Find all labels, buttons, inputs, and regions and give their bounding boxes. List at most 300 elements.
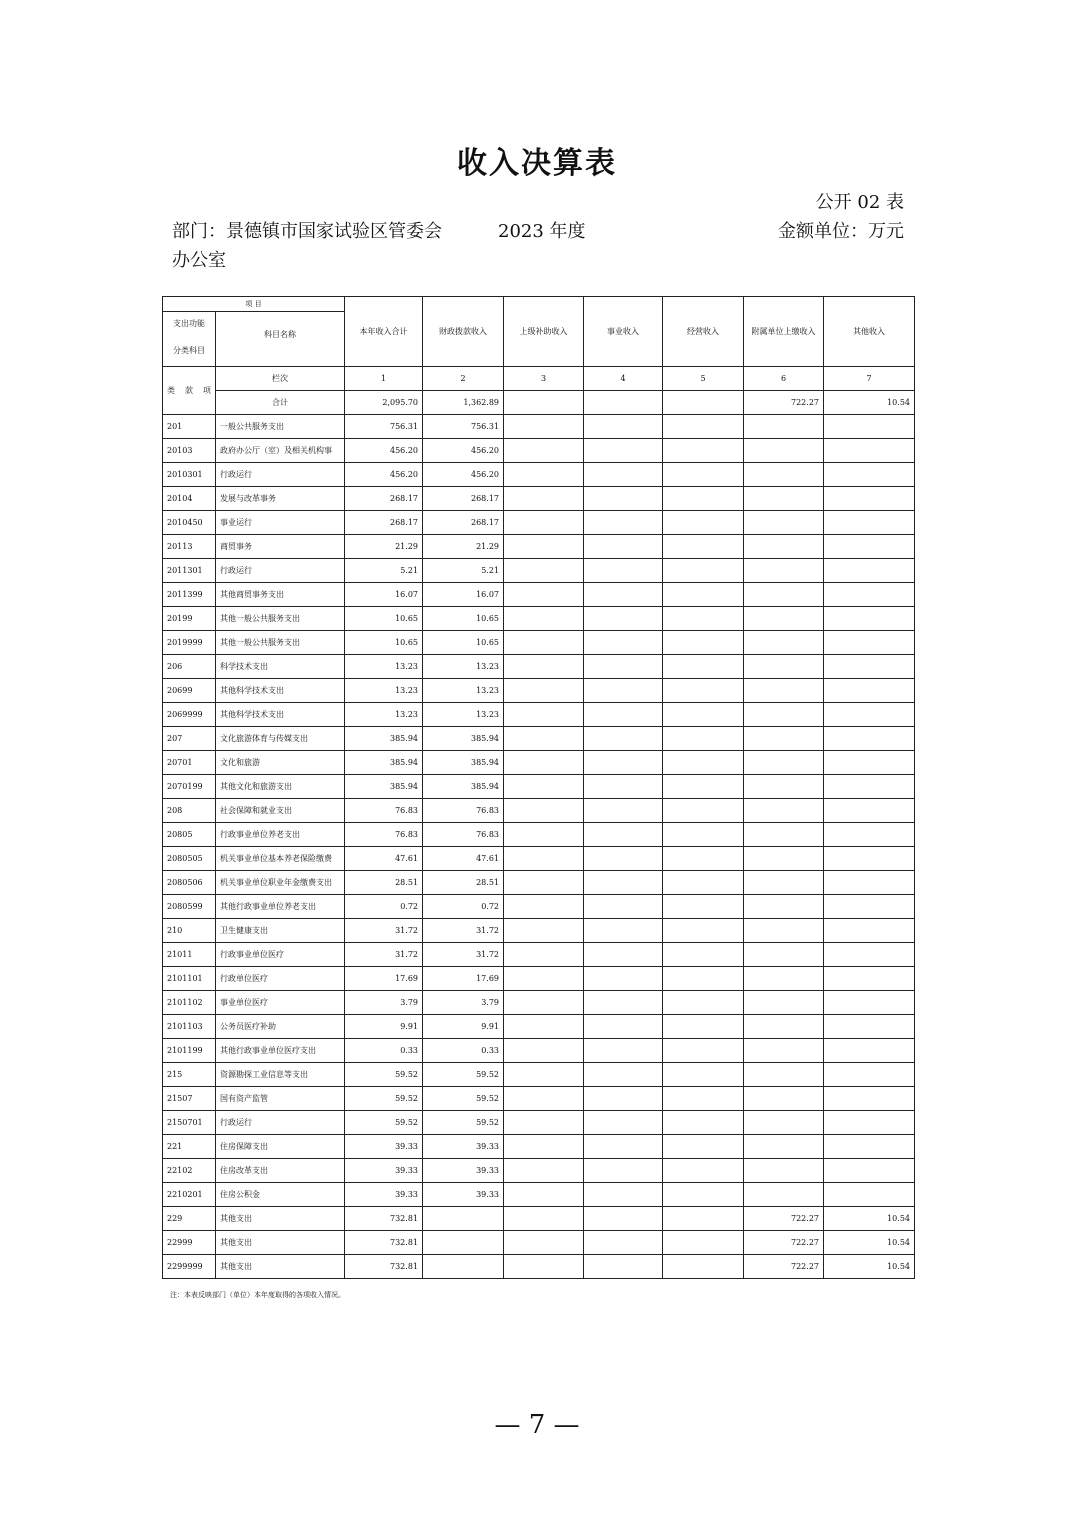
amount-unit: 金额单位：万元 [778, 221, 904, 242]
row-name: 行政运行 [216, 1111, 345, 1135]
row-other-income [824, 1015, 915, 1039]
row-other-income [824, 559, 915, 583]
total-c2: 1,362.89 [423, 391, 504, 415]
row-operating-income [663, 1015, 744, 1039]
row-affiliate-income [744, 1159, 824, 1183]
row-name: 商贸事务 [216, 535, 345, 559]
row-total-income: 268.17 [345, 487, 423, 511]
row-operating-income [663, 655, 744, 679]
row-name: 卫生健康支出 [216, 919, 345, 943]
row-affiliate-income [744, 655, 824, 679]
row-business-income [584, 919, 663, 943]
row-business-income [584, 631, 663, 655]
row-superior-subsidy [504, 1255, 584, 1279]
row-superior-subsidy [504, 967, 584, 991]
header-col-1: 本年收入合计 [345, 297, 423, 367]
row-name: 其他文化和旅游支出 [216, 775, 345, 799]
row-fiscal-income: 385.94 [423, 727, 504, 751]
row-total-income: 732.81 [345, 1207, 423, 1231]
row-superior-subsidy [504, 847, 584, 871]
row-total-income: 21.29 [345, 535, 423, 559]
footnote: 注：本表反映部门（单位）本年度取得的各项收入情况。 [170, 1291, 345, 1299]
row-affiliate-income [744, 559, 824, 583]
row-superior-subsidy [504, 415, 584, 439]
table-row [163, 1015, 915, 1039]
header-col-6: 附属单位上缴收入 [744, 297, 824, 367]
row-code: 22102 [163, 1159, 216, 1183]
row-code: 2070199 [163, 775, 216, 799]
row-code: 2101102 [163, 991, 216, 1015]
row-operating-income [663, 943, 744, 967]
row-other-income [824, 1039, 915, 1063]
row-operating-income [663, 1063, 744, 1087]
row-code: 20805 [163, 823, 216, 847]
row-code: 22999 [163, 1231, 216, 1255]
row-code: 21011 [163, 943, 216, 967]
row-code: 20113 [163, 535, 216, 559]
header-cat-class: 类 [167, 386, 175, 395]
row-other-income [824, 679, 915, 703]
row-business-income [584, 607, 663, 631]
row-operating-income [663, 439, 744, 463]
table-row [163, 439, 915, 463]
row-affiliate-income [744, 991, 824, 1015]
row-fiscal-income: 13.23 [423, 655, 504, 679]
row-other-income [824, 463, 915, 487]
row-business-income [584, 655, 663, 679]
row-name: 住房保障支出 [216, 1135, 345, 1159]
row-superior-subsidy [504, 535, 584, 559]
row-other-income [824, 775, 915, 799]
row-business-income [584, 967, 663, 991]
row-fiscal-income [423, 1255, 504, 1279]
row-affiliate-income: 722.27 [744, 1255, 824, 1279]
row-other-income [824, 727, 915, 751]
row-operating-income [663, 463, 744, 487]
row-other-income: 10.54 [824, 1207, 915, 1231]
row-operating-income [663, 1183, 744, 1207]
table-row [163, 991, 915, 1015]
row-total-income: 385.94 [345, 775, 423, 799]
row-other-income [824, 487, 915, 511]
row-fiscal-income: 21.29 [423, 535, 504, 559]
row-total-income: 39.33 [345, 1135, 423, 1159]
col-num-1: 1 [345, 367, 423, 391]
row-operating-income [663, 559, 744, 583]
row-operating-income [663, 1231, 744, 1255]
row-affiliate-income [744, 775, 824, 799]
row-superior-subsidy [504, 1111, 584, 1135]
row-total-income: 76.83 [345, 823, 423, 847]
row-fiscal-income: 59.52 [423, 1063, 504, 1087]
row-superior-subsidy [504, 1159, 584, 1183]
row-business-income [584, 1039, 663, 1063]
table-row [163, 655, 915, 679]
col-num-6: 6 [744, 367, 824, 391]
row-affiliate-income [744, 967, 824, 991]
row-superior-subsidy [504, 679, 584, 703]
row-fiscal-income: 0.33 [423, 1039, 504, 1063]
row-business-income [584, 775, 663, 799]
row-code: 20699 [163, 679, 216, 703]
table-row [163, 463, 915, 487]
row-other-income [824, 919, 915, 943]
row-total-income: 0.33 [345, 1039, 423, 1063]
row-name: 其他商贸事务支出 [216, 583, 345, 607]
row-name: 行政运行 [216, 559, 345, 583]
row-operating-income [663, 775, 744, 799]
row-superior-subsidy [504, 895, 584, 919]
row-code: 2069999 [163, 703, 216, 727]
row-total-income: 47.61 [345, 847, 423, 871]
row-superior-subsidy [504, 487, 584, 511]
row-fiscal-income: 16.07 [423, 583, 504, 607]
total-label: 合计 [216, 391, 345, 415]
row-other-income [824, 631, 915, 655]
row-superior-subsidy [504, 1135, 584, 1159]
row-name: 行政事业单位养老支出 [216, 823, 345, 847]
row-affiliate-income [744, 1039, 824, 1063]
row-fiscal-income: 5.21 [423, 559, 504, 583]
row-name: 社会保障和就业支出 [216, 799, 345, 823]
fiscal-year: 2023 年度 [498, 221, 586, 242]
row-business-income [584, 727, 663, 751]
row-fiscal-income: 31.72 [423, 919, 504, 943]
header-project-cell [163, 297, 345, 367]
row-operating-income [663, 895, 744, 919]
row-business-income [584, 1063, 663, 1087]
row-total-income: 13.23 [345, 679, 423, 703]
row-business-income [584, 871, 663, 895]
row-code: 2101103 [163, 1015, 216, 1039]
total-c5 [663, 391, 744, 415]
row-affiliate-income [744, 415, 824, 439]
row-operating-income [663, 799, 744, 823]
row-operating-income [663, 1159, 744, 1183]
row-business-income [584, 559, 663, 583]
row-code: 2010301 [163, 463, 216, 487]
row-code: 210 [163, 919, 216, 943]
row-other-income [824, 511, 915, 535]
row-other-income [824, 703, 915, 727]
row-business-income [584, 1015, 663, 1039]
table-row [163, 1183, 915, 1207]
row-code: 206 [163, 655, 216, 679]
row-fiscal-income: 31.72 [423, 943, 504, 967]
row-superior-subsidy [504, 751, 584, 775]
row-code: 2101101 [163, 967, 216, 991]
row-name: 机关事业单位基本养老保险缴费 [216, 847, 345, 871]
row-business-income [584, 943, 663, 967]
row-other-income [824, 655, 915, 679]
header-col-5: 经营收入 [663, 297, 744, 367]
header-cat-xiang: 项 [203, 386, 211, 395]
row-fiscal-income: 10.65 [423, 631, 504, 655]
row-affiliate-income [744, 919, 824, 943]
total-c7: 10.54 [824, 391, 915, 415]
row-affiliate-income [744, 847, 824, 871]
row-superior-subsidy [504, 559, 584, 583]
row-name: 其他一般公共服务支出 [216, 631, 345, 655]
row-other-income [824, 1159, 915, 1183]
table-row [163, 607, 915, 631]
row-affiliate-income [744, 463, 824, 487]
row-operating-income [663, 1255, 744, 1279]
table-row [163, 535, 915, 559]
table-row [163, 559, 915, 583]
page-number: — 7 — [494, 1410, 580, 1440]
row-superior-subsidy [504, 1087, 584, 1111]
row-affiliate-income [744, 1135, 824, 1159]
table-row [163, 1231, 915, 1255]
form-number: 公开 02 表 [815, 192, 904, 213]
row-affiliate-income [744, 1063, 824, 1087]
row-operating-income [663, 823, 744, 847]
table-row [163, 631, 915, 655]
header-cat-kuan: 款 [185, 386, 193, 395]
row-affiliate-income [744, 607, 824, 631]
row-code: 215 [163, 1063, 216, 1087]
row-other-income [824, 967, 915, 991]
row-total-income: 31.72 [345, 943, 423, 967]
row-other-income: 10.54 [824, 1255, 915, 1279]
row-affiliate-income [744, 943, 824, 967]
row-superior-subsidy [504, 511, 584, 535]
table-row [163, 1039, 915, 1063]
row-name: 文化旅游体育与传媒支出 [216, 727, 345, 751]
row-affiliate-income: 722.27 [744, 1207, 824, 1231]
row-total-income: 732.81 [345, 1231, 423, 1255]
row-superior-subsidy [504, 1207, 584, 1231]
row-affiliate-income [744, 439, 824, 463]
total-row [163, 391, 915, 415]
row-fiscal-income: 0.72 [423, 895, 504, 919]
col-num-3: 3 [504, 367, 584, 391]
row-affiliate-income [744, 799, 824, 823]
row-total-income: 39.33 [345, 1159, 423, 1183]
table-row [163, 1159, 915, 1183]
row-name: 其他一般公共服务支出 [216, 607, 345, 631]
row-name: 住房公积金 [216, 1183, 345, 1207]
table-row [163, 871, 915, 895]
row-fiscal-income: 39.33 [423, 1135, 504, 1159]
row-operating-income [663, 1087, 744, 1111]
row-name: 一般公共服务支出 [216, 415, 345, 439]
row-other-income [824, 799, 915, 823]
row-operating-income [663, 679, 744, 703]
row-code: 229 [163, 1207, 216, 1231]
row-total-income: 28.51 [345, 871, 423, 895]
column-seq-label: 栏次 [216, 367, 345, 391]
table-row [163, 583, 915, 607]
total-c6: 722.27 [744, 391, 824, 415]
row-name: 机关事业单位职业年金缴费支出 [216, 871, 345, 895]
row-operating-income [663, 919, 744, 943]
table-row [163, 751, 915, 775]
row-operating-income [663, 991, 744, 1015]
row-total-income: 17.69 [345, 967, 423, 991]
row-affiliate-income [744, 1087, 824, 1111]
row-fiscal-income: 59.52 [423, 1111, 504, 1135]
row-name: 发展与改革事务 [216, 487, 345, 511]
row-affiliate-income [744, 871, 824, 895]
row-fiscal-income: 76.83 [423, 799, 504, 823]
row-name: 公务员医疗补助 [216, 1015, 345, 1039]
row-superior-subsidy [504, 1231, 584, 1255]
row-operating-income [663, 415, 744, 439]
col-num-4: 4 [584, 367, 663, 391]
row-operating-income [663, 847, 744, 871]
row-business-income [584, 1207, 663, 1231]
total-c1: 2,095.70 [345, 391, 423, 415]
table-row [163, 679, 915, 703]
row-code: 2010450 [163, 511, 216, 535]
row-fiscal-income: 756.31 [423, 415, 504, 439]
row-code: 20199 [163, 607, 216, 631]
row-other-income [824, 847, 915, 871]
table-row [163, 1087, 915, 1111]
row-fiscal-income: 76.83 [423, 823, 504, 847]
row-affiliate-income [744, 703, 824, 727]
row-operating-income [663, 1135, 744, 1159]
table-row [163, 703, 915, 727]
row-fiscal-income: 385.94 [423, 775, 504, 799]
row-total-income: 5.21 [345, 559, 423, 583]
row-total-income: 59.52 [345, 1111, 423, 1135]
row-name: 资源勘探工业信息等支出 [216, 1063, 345, 1087]
row-name: 其他行政事业单位养老支出 [216, 895, 345, 919]
row-superior-subsidy [504, 439, 584, 463]
row-code: 2080505 [163, 847, 216, 871]
row-affiliate-income: 722.27 [744, 1231, 824, 1255]
row-other-income [824, 439, 915, 463]
row-business-income [584, 439, 663, 463]
row-affiliate-income [744, 511, 824, 535]
row-code: 2299999 [163, 1255, 216, 1279]
row-business-income [584, 823, 663, 847]
row-code: 2080599 [163, 895, 216, 919]
row-total-income: 385.94 [345, 751, 423, 775]
row-code: 2019999 [163, 631, 216, 655]
row-operating-income [663, 535, 744, 559]
row-fiscal-income: 59.52 [423, 1087, 504, 1111]
row-superior-subsidy [504, 823, 584, 847]
row-code: 20103 [163, 439, 216, 463]
row-business-income [584, 703, 663, 727]
row-name: 行政单位医疗 [216, 967, 345, 991]
row-total-income: 10.65 [345, 631, 423, 655]
row-fiscal-income [423, 1231, 504, 1255]
row-total-income: 59.52 [345, 1063, 423, 1087]
row-code: 2011301 [163, 559, 216, 583]
row-operating-income [663, 607, 744, 631]
table-row [163, 1111, 915, 1135]
row-fiscal-income: 456.20 [423, 439, 504, 463]
header-col-7: 其他收入 [824, 297, 915, 367]
row-fiscal-income: 39.33 [423, 1183, 504, 1207]
row-total-income: 16.07 [345, 583, 423, 607]
row-code: 21507 [163, 1087, 216, 1111]
row-business-income [584, 1087, 663, 1111]
row-code: 2080506 [163, 871, 216, 895]
header-col-4: 事业收入 [584, 297, 663, 367]
row-other-income [824, 943, 915, 967]
row-name: 科学技术支出 [216, 655, 345, 679]
header-col-2: 财政拨款收入 [423, 297, 504, 367]
row-total-income: 456.20 [345, 439, 423, 463]
row-other-income [824, 1183, 915, 1207]
row-name: 国有资产监管 [216, 1087, 345, 1111]
table-row [163, 487, 915, 511]
row-fiscal-income: 39.33 [423, 1159, 504, 1183]
table-row [163, 919, 915, 943]
row-operating-income [663, 511, 744, 535]
income-table [162, 296, 915, 1279]
row-other-income [824, 583, 915, 607]
row-other-income: 10.54 [824, 1231, 915, 1255]
row-fiscal-income: 10.65 [423, 607, 504, 631]
row-name: 其他支出 [216, 1255, 345, 1279]
row-superior-subsidy [504, 991, 584, 1015]
table-row [163, 967, 915, 991]
row-fiscal-income: 17.69 [423, 967, 504, 991]
row-name: 行政运行 [216, 463, 345, 487]
row-code: 2101199 [163, 1039, 216, 1063]
row-fiscal-income: 385.94 [423, 751, 504, 775]
page-title: 收入决算表 [457, 146, 617, 181]
row-fiscal-income: 28.51 [423, 871, 504, 895]
row-other-income [824, 871, 915, 895]
header-row [163, 297, 915, 367]
row-name: 文化和旅游 [216, 751, 345, 775]
row-business-income [584, 1111, 663, 1135]
row-code: 208 [163, 799, 216, 823]
row-name: 事业运行 [216, 511, 345, 535]
row-superior-subsidy [504, 1015, 584, 1039]
row-superior-subsidy [504, 463, 584, 487]
row-total-income: 39.33 [345, 1183, 423, 1207]
row-name: 行政事业单位医疗 [216, 943, 345, 967]
row-business-income [584, 511, 663, 535]
header-func-line1: 支出功能 [173, 319, 205, 328]
row-business-income [584, 991, 663, 1015]
row-other-income [824, 607, 915, 631]
row-superior-subsidy [504, 799, 584, 823]
row-total-income: 385.94 [345, 727, 423, 751]
row-fiscal-income: 9.91 [423, 1015, 504, 1039]
table-row [163, 895, 915, 919]
row-superior-subsidy [504, 655, 584, 679]
row-name: 其他支出 [216, 1231, 345, 1255]
row-code: 2210201 [163, 1183, 216, 1207]
category-header-cell [163, 367, 216, 415]
row-superior-subsidy [504, 607, 584, 631]
row-other-income [824, 535, 915, 559]
row-other-income [824, 895, 915, 919]
table-row [163, 1063, 915, 1087]
row-affiliate-income [744, 535, 824, 559]
row-code: 20104 [163, 487, 216, 511]
row-total-income: 13.23 [345, 655, 423, 679]
row-name: 其他行政事业单位医疗支出 [216, 1039, 345, 1063]
row-superior-subsidy [504, 1063, 584, 1087]
row-other-income [824, 1087, 915, 1111]
col-num-7: 7 [824, 367, 915, 391]
row-affiliate-income [744, 583, 824, 607]
row-total-income: 9.91 [345, 1015, 423, 1039]
row-superior-subsidy [504, 943, 584, 967]
row-code: 20701 [163, 751, 216, 775]
